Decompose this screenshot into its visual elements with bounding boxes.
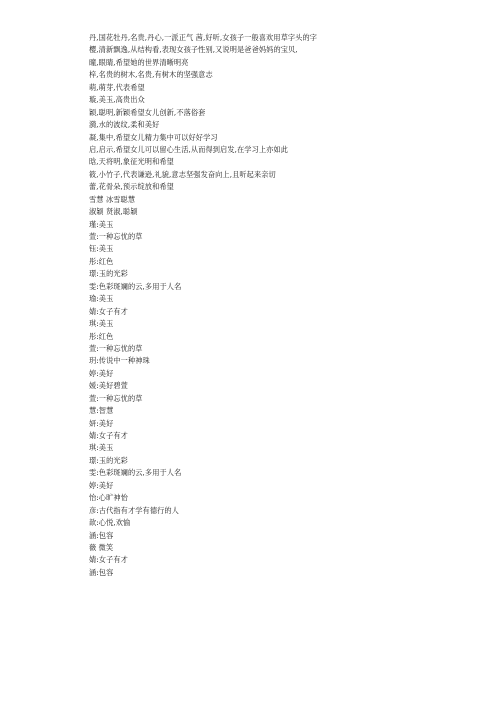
text-line: 璇,美玉,高贵出众 bbox=[89, 95, 145, 105]
text-line: 漪,水的波纹,柔和美好 bbox=[89, 120, 160, 130]
text-line: 雪慧 冰雪聪慧 bbox=[89, 194, 136, 204]
text-line: 雯:色彩斑斓的云,多用于人名 bbox=[89, 281, 182, 291]
text-line: 萱:一种忘忧的草 bbox=[89, 232, 143, 241]
text-line: 晗,天将明,象征光明和希望 bbox=[89, 157, 174, 167]
text-line: 彤:红色 bbox=[89, 256, 114, 266]
text-line: 蕾,花骨朵,预示绽放和希望 bbox=[89, 182, 174, 192]
text-line: 璟:玉的光彩 bbox=[89, 269, 128, 279]
text-line: 雯:色彩斑斓的云,多用于人名 bbox=[89, 468, 182, 478]
text-line: 梓,名贵的树木,名贵,有树木的坚强意志 bbox=[89, 70, 213, 80]
text-line: 婷:美好 bbox=[89, 368, 114, 378]
text-line: 萱:一种忘忧的草 bbox=[89, 343, 143, 353]
text-line: 萌,萌芽,代表希望 bbox=[89, 82, 145, 92]
text-line: 琪:美玉 bbox=[89, 319, 114, 329]
text-line: 璟:玉的光彩 bbox=[89, 455, 128, 465]
text-line: 妍:美好 bbox=[89, 418, 114, 428]
text-line: 凝,集中,希望女儿精力集中可以好好学习 bbox=[89, 132, 218, 142]
text-line: 瑾:美玉 bbox=[89, 219, 114, 229]
text-line: 薇 微笑 bbox=[89, 542, 114, 552]
text-line: 涵:包容 bbox=[89, 567, 114, 577]
text-line: 媛:美好碧萱 bbox=[89, 381, 128, 391]
text-line: 筱,小竹子,代表谦逊,礼貌,意志坚强发奋向上,且听起来亲切 bbox=[89, 169, 276, 179]
text-line: 萱:一种忘忧的草 bbox=[89, 393, 143, 403]
text-line: 钰:美玉 bbox=[89, 244, 114, 254]
text-line: 丹,国花牡丹,名贵,丹心,一派正气 茜,好听,女孩子一般喜欢用草字头的字 bbox=[89, 33, 318, 42]
text-line: 涵:包容 bbox=[89, 530, 114, 540]
text-line: 启,启示,希望女儿可以留心生活,从而得到启发,在学习上亦如此 bbox=[89, 144, 289, 154]
text-line: 淑颖 贤淑,聪颖 bbox=[89, 207, 138, 217]
text-line: 彦:古代指有才学有德行的人 bbox=[89, 505, 179, 515]
text-line: 彤:红色 bbox=[89, 331, 114, 341]
text-line: 曈,眼睛,希望她的世界清晰明亮 bbox=[89, 57, 189, 67]
text-line: 颖,聪明,新颖希望女儿创新,不落俗套 bbox=[89, 107, 206, 117]
text-line: 怡:心旷神怡 bbox=[89, 493, 128, 503]
text-line: 歆:心悦,欢愉 bbox=[89, 518, 131, 528]
text-line: 樱,清新飘逸,从结构看,表现女孩子性别,又说明是爸爸妈妈的宝贝, bbox=[89, 45, 298, 55]
text-line: 婧:女子有才 bbox=[89, 555, 128, 565]
text-line: 婧:女子有才 bbox=[89, 431, 128, 440]
text-line: 慧:智慧 bbox=[89, 406, 114, 416]
text-line: 瑜:美玉 bbox=[89, 294, 114, 304]
text-line: 玥:传说中一种神珠 bbox=[89, 356, 150, 366]
text-line: 琪:美玉 bbox=[89, 443, 114, 453]
text-line: 婷:美好 bbox=[89, 480, 114, 490]
text-line: 婧:女子有才 bbox=[89, 306, 128, 316]
